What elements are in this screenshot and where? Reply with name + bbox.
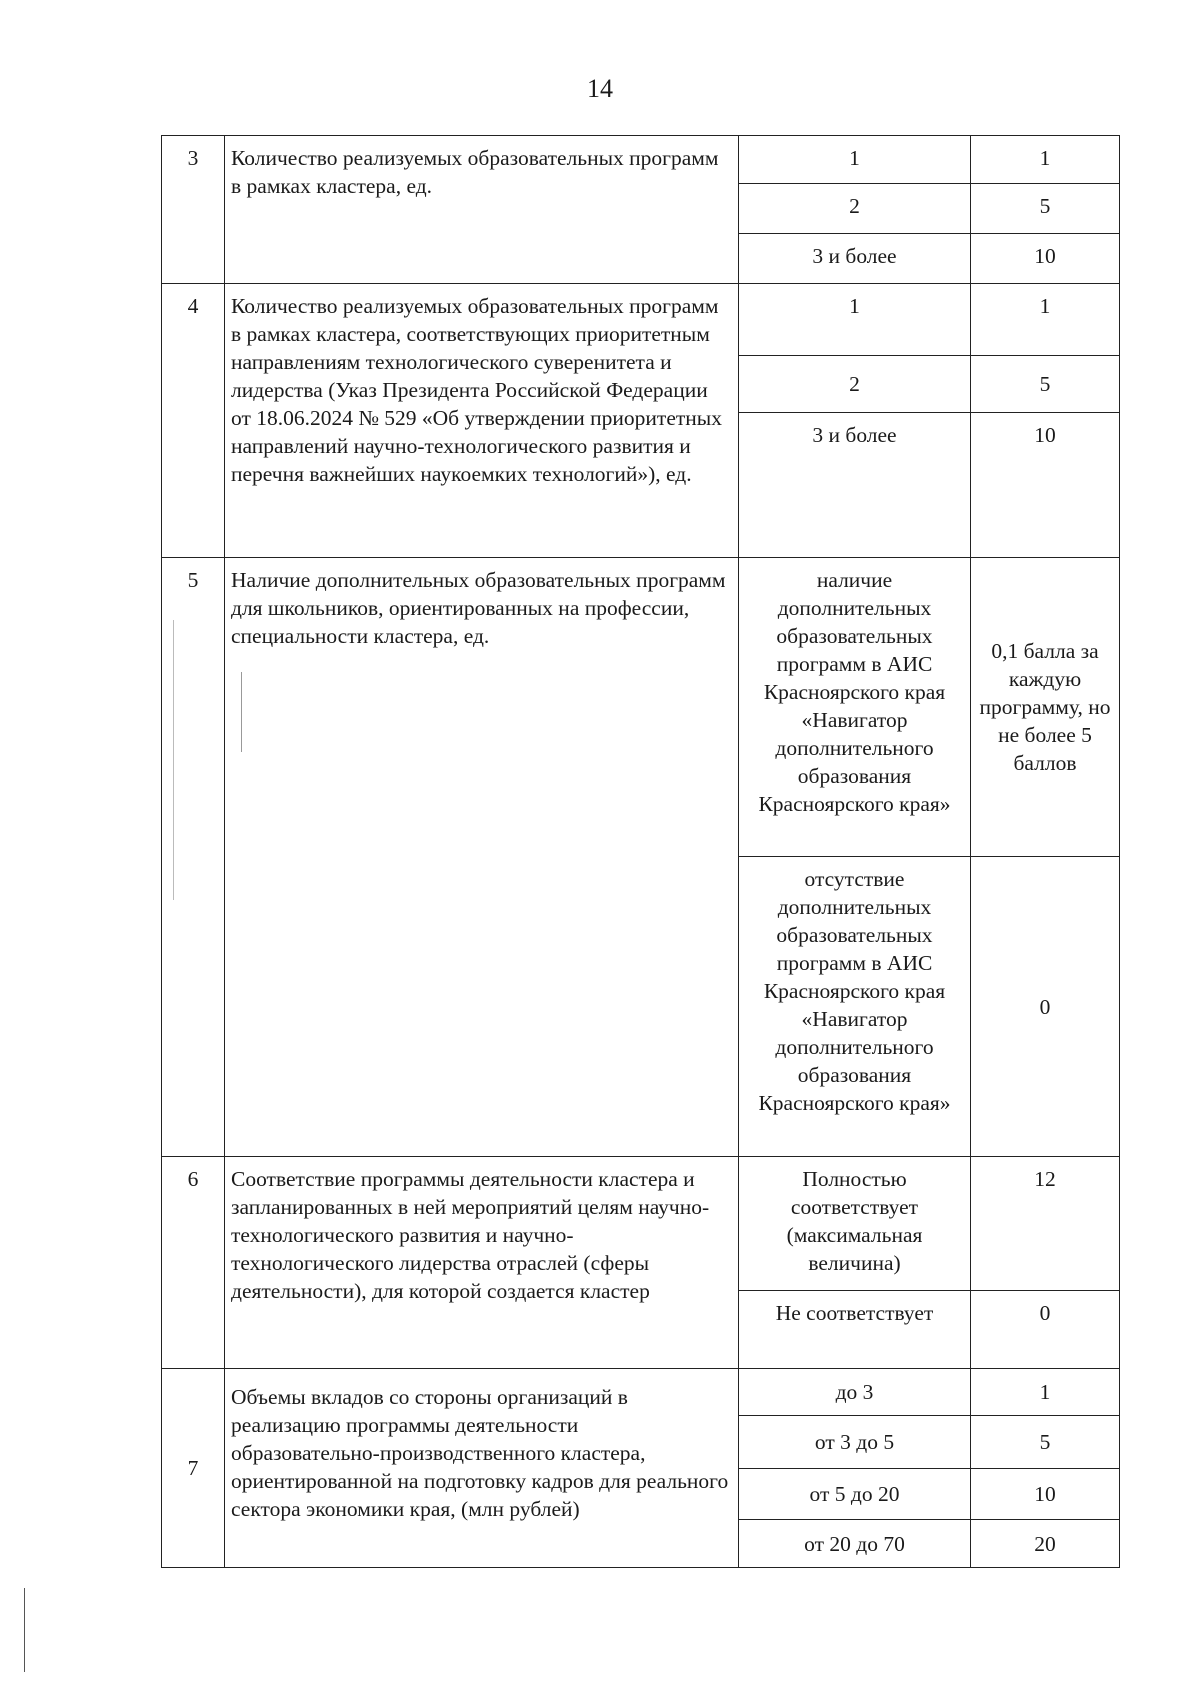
condition-cell: 3 и более <box>739 234 971 284</box>
points-cell: 20 <box>971 1520 1120 1568</box>
points-cell: 12 <box>971 1157 1120 1291</box>
criterion-description: Объемы вкладов со стороны организаций в реализацию программы деятельности образовательно-производственного кластера, ориентированной на подготовку кадров для реального сектора экономики края, (млн рублей) <box>225 1369 739 1568</box>
condition-cell: наличие дополнительных образовательных программ в АИС Красноярского края «Навигатор дополнительного образования Красноярского края» <box>739 558 971 857</box>
points-cell: 0,1 балла за каждую программу, но не более 5 баллов <box>971 558 1120 857</box>
criterion-description: Количество реализуемых образовательных программ в рамках кластера, ед. <box>225 136 739 284</box>
condition-cell: 1 <box>739 284 971 356</box>
table-row <box>162 1369 1120 1416</box>
scan-artifact <box>24 1588 25 1672</box>
criterion-description: Соответствие программы деятельности кластера и запланированных в ней мероприятий целям научно-технологического развития и научно-технологического лидерства отраслей (сферы деятельности), для которой создается кластер <box>225 1157 739 1369</box>
points-cell: 0 <box>971 1291 1120 1369</box>
table-row <box>162 284 1120 356</box>
condition-cell: 1 <box>739 136 971 184</box>
page-number: 14 <box>587 74 613 103</box>
condition-cell: Не соответствует <box>739 1291 971 1369</box>
criterion-description: Наличие дополнительных образовательных программ для школьников, ориентированных на профессии, специальности кластера, ед. <box>225 558 739 1157</box>
points-cell: 10 <box>971 234 1120 284</box>
points-cell: 1 <box>971 284 1120 356</box>
scan-artifact <box>241 672 242 752</box>
condition-cell: 3 и более <box>739 413 971 558</box>
points-cell: 0 <box>971 857 1120 1157</box>
criterion-description: Количество реализуемых образовательных программ в рамках кластера, соответствующих приоритетным направлениям технологического суверенитета и лидерства (Указ Президента Российской Федерации от 18.06.2024 № 529 «Об утверждении приоритетных направлений научно-технологического развития и перечня важнейших наукоемких технологий»), ед. <box>225 284 739 558</box>
points-cell: 5 <box>971 1416 1120 1469</box>
row-number: 6 <box>162 1157 225 1369</box>
row-number: 5 <box>162 558 225 1157</box>
condition-cell: от 5 до 20 <box>739 1469 971 1520</box>
table-row <box>162 558 1120 857</box>
points-cell: 5 <box>971 356 1120 413</box>
points-cell: 1 <box>971 136 1120 184</box>
table-row <box>162 1157 1120 1291</box>
scan-artifact <box>173 620 174 900</box>
condition-cell: до 3 <box>739 1369 971 1416</box>
condition-cell: от 20 до 70 <box>739 1520 971 1568</box>
condition-cell: 2 <box>739 356 971 413</box>
condition-cell: от 3 до 5 <box>739 1416 971 1469</box>
points-cell: 10 <box>971 413 1120 558</box>
points-cell: 1 <box>971 1369 1120 1416</box>
criteria-table <box>161 135 1120 1568</box>
row-number: 7 <box>162 1369 225 1568</box>
condition-cell: отсутствие дополнительных образовательных программ в АИС Красноярского края «Навигатор дополнительного образования Красноярского края» <box>739 857 971 1157</box>
condition-cell: Полностью соответствует (максимальная величина) <box>739 1157 971 1291</box>
points-cell: 10 <box>971 1469 1120 1520</box>
row-number: 3 <box>162 136 225 284</box>
points-cell: 5 <box>971 184 1120 234</box>
row-number: 4 <box>162 284 225 558</box>
table-row <box>162 136 1120 184</box>
condition-cell: 2 <box>739 184 971 234</box>
